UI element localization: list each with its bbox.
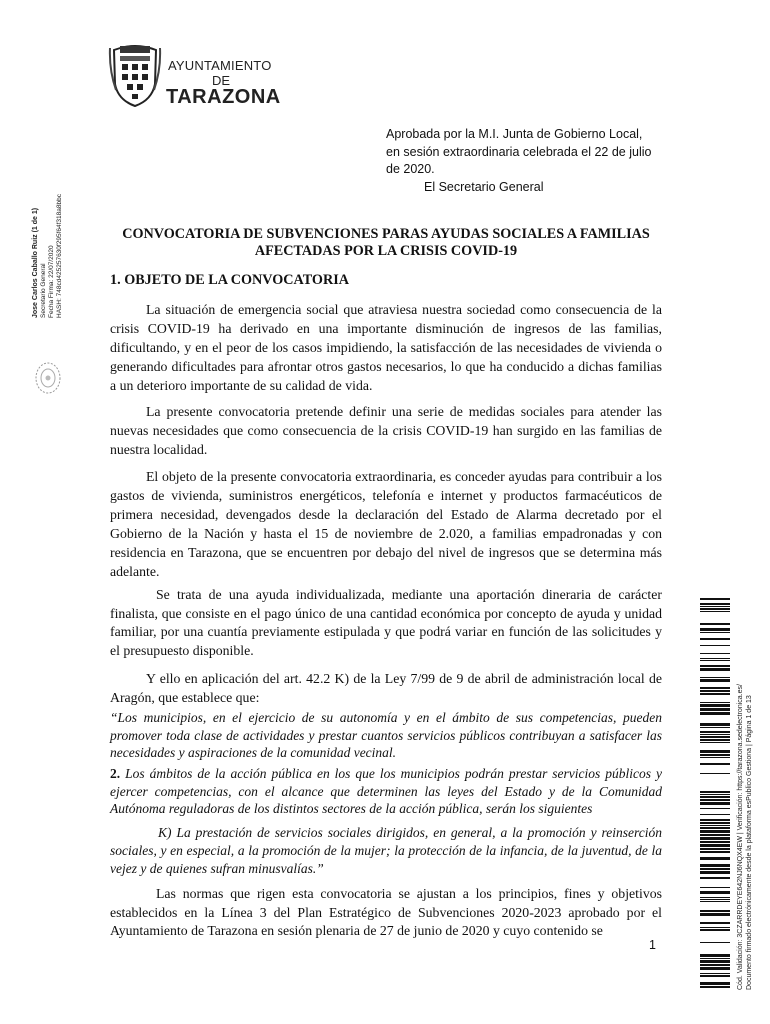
paragraph: Las normas que rigen esta convocatoria se ajustan a los principios, fines y objetivos establecidos en la Línea 3 del Plan Estratégico de Subvenciones 2020-2023 aprobado por el Ayuntamiento de Tarazona en sesión plenaria de 27 de junio de 2020 y cuyo contenido se xyxy=(110,886,662,938)
legal-quote xyxy=(110,765,662,818)
paragraph: La situación de emergencia social que atraviesa nuestra sociedad como consecuencia de la crisis COVID-19 ha derivado en una importante disminución de ingresos de las familias, dificultando, y en el peor de los casos impidiendo, la satisfacción de las necesidades de vivienda o generando dificultades para afrontar otros gastos necesarios, lo que ha conducido a dichas familias a un deterioro importante de su calidad de vida. xyxy=(110,302,662,393)
legal-quote: “Los municipios, en el ejercicio de su autonomía y en el ámbito de sus competencias, pueden promover toda clase de actividades y prestar cuantos servicios públicos contribuyan a satisfacer las necesidades y aspiraciones de la comunidad vecinal. xyxy=(110,710,662,760)
signer-name: Jose Carlos Caballo Ruiz (1 de 1) xyxy=(32,207,39,318)
verification-platform: Documento firmado electrónicamente desde la plataforma esPublico Gestiona | Página 1 de 13 xyxy=(746,695,753,990)
signature-hash: HASH: 748cd425257630f295f64f318a8bbc xyxy=(56,194,63,318)
approval-line: en sesión extraordinaria celebrada el 22 de julio xyxy=(386,144,652,159)
quote-text: Los ámbitos de la acción pública en los que los municipios podrán prestar servicios públicos y ejercer competencias, con el alcance que determinen las leyes del Estado y de la Comunidad Autónoma reguladoras de los distintos sectores de la acción pública, serán los siguientes xyxy=(110,766,662,816)
approval-note xyxy=(386,126,686,196)
seal-stamp-icon xyxy=(34,360,62,396)
logo-text-de: DE xyxy=(212,73,231,88)
paragraph: Se trata de una ayuda individualizada, mediante una aportación dineraria de carácter finalista, que consiste en el pago único de una cantidad económica por concepto de ayuda y unidad familiar, por una cuantía previamente estipulada y que podrá variar en función de las solicitudes y el presupuesto disponible. xyxy=(110,587,662,658)
paragraph: La presente convocatoria pretende definir una serie de medidas sociales para atender las nuevas necesidades que como consecuencia de la crisis COVID-19 han surgido en las familias de nuestra localidad. xyxy=(110,404,662,457)
coat-of-arms-icon xyxy=(108,40,162,108)
legal-quote: K) La prestación de servicios sociales dirigidos, en general, a la promoción y reinserción sociales, y en especial, a la promoción de la mujer; la protección de la infancia, de la juventud, de la vejez y de quienes sufran minusvalías.” xyxy=(110,825,662,876)
verification-code: Cód. Validación: 3CZARRDEYE642NJ6NQX4EW | Verificación: https://tarazona.sedelectronica.es/ xyxy=(737,684,744,990)
document-title xyxy=(110,226,662,260)
approval-signer: El Secretario General xyxy=(424,179,544,194)
signer-role: Secretario General xyxy=(40,263,47,318)
paragraph: Y ello en aplicación del art. 42.2 K) de la Ley 7/99 de 9 de abril de administración local de Aragón, que establece que: xyxy=(110,671,662,705)
logo-text-ayuntamiento: AYUNTAMIENTO xyxy=(168,58,272,73)
paragraph: El objeto de la presente convocatoria extraordinaria, es conceder ayudas para contribuir a los gastos de vivienda, suministros energéticos, telefonía e internet y productos farmacéuticos de primera necesidad, devengados desde la declaración del Estado de Alarma decretado por el Gobierno de la Nación y hasta el 15 de noviembre de 2.020, a familias empadronadas y con residencia en Tarazona, que se encuentren por debajo del nivel de ingresos que se determina más adelante. xyxy=(110,469,662,579)
barcode-icon xyxy=(700,598,730,988)
page-number: 1 xyxy=(649,938,656,952)
approval-line: de 2020. xyxy=(386,162,435,176)
document-title-line: CONVOCATORIA DE SUBVENCIONES PARAS AYUDAS SOCIALES A FAMILIAS xyxy=(122,226,650,242)
signature-date: Fecha Firma: 22/07/2020 xyxy=(48,245,55,318)
logo-text-tarazona: TARAZONA xyxy=(166,86,281,108)
approval-line: Aprobada por la M.I. Junta de Gobierno Local, xyxy=(386,127,643,141)
document-title-line: AFECTADAS POR LA CRISIS COVID-19 xyxy=(254,243,518,259)
section-heading: 1. OBJETO DE LA CONVOCATORIA xyxy=(110,272,349,288)
quote-item-number: 2. xyxy=(110,766,121,781)
